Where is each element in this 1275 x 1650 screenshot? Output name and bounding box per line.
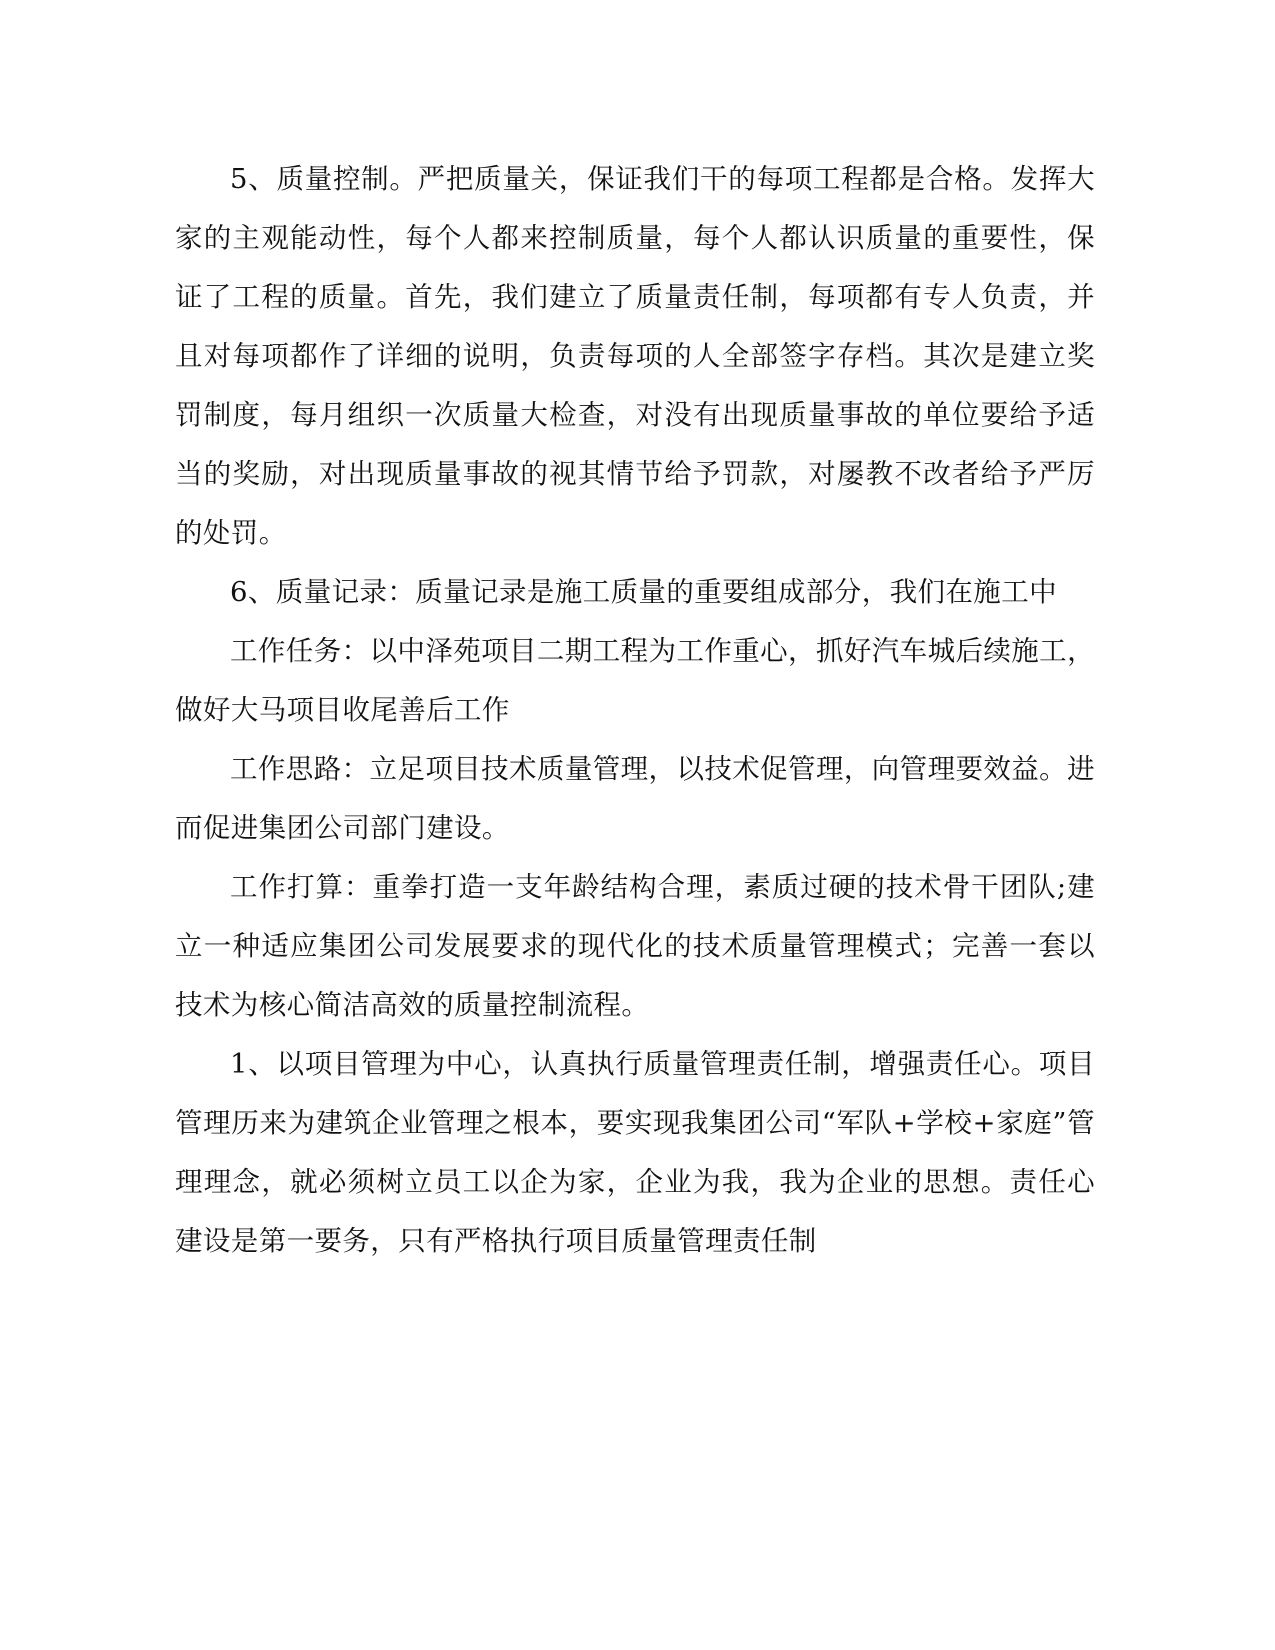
document-body bbox=[175, 150, 1095, 1271]
paragraph-work-idea: 工作思路：立足项目技术质量管理，以技术促管理，向管理要效益。进而促进集团公司部门建设。 bbox=[175, 753, 1095, 844]
paragraph-item-1: 1、以项目管理为中心，认真执行质量管理责任制，增强责任心。项目管理历来为建筑企业管理之根本，要实现我集团公司“军队+学校+家庭”管理理念，就必须树立员工以企为家，企业为我，我为企业的思想。责任心建设是第一要务，只有严格执行项目质量管理责任制 bbox=[175, 1048, 1095, 1257]
paragraph-quality-control: 5、质量控制。严把质量关，保证我们干的每项工程都是合格。发挥大家的主观能动性，每个人都来控制质量，每个人都认识质量的重要性，保证了工程的质量。首先，我们建立了质量责任制，每项都有专人负责，并且对每项都作了详细的说明，负责每项的人全部签字存档。其次是建立奖罚制度，每月组织一次质量大检查，对没有出现质量事故的单位要给予适当的奖励，对出现质量事故的视其情节给予罚款，对屡教不改者给予严厉的处罚。 bbox=[175, 163, 1095, 549]
paragraph-work-task: 工作任务：以中泽苑项目二期工程为工作重心，抓好汽车城后续施工，做好大马项目收尾善后工作 bbox=[175, 635, 1095, 726]
paragraph-quality-record: 6、质量记录：质量记录是施工质量的重要组成部分，我们在施工中 bbox=[230, 576, 1057, 608]
paragraph-work-plan: 工作打算：重拳打造一支年龄结构合理，素质过硬的技术骨干团队;建立一种适应集团公司发展要求的现代化的技术质量管理模式；完善一套以技术为核心简洁高效的质量控制流程。 bbox=[175, 871, 1095, 1021]
